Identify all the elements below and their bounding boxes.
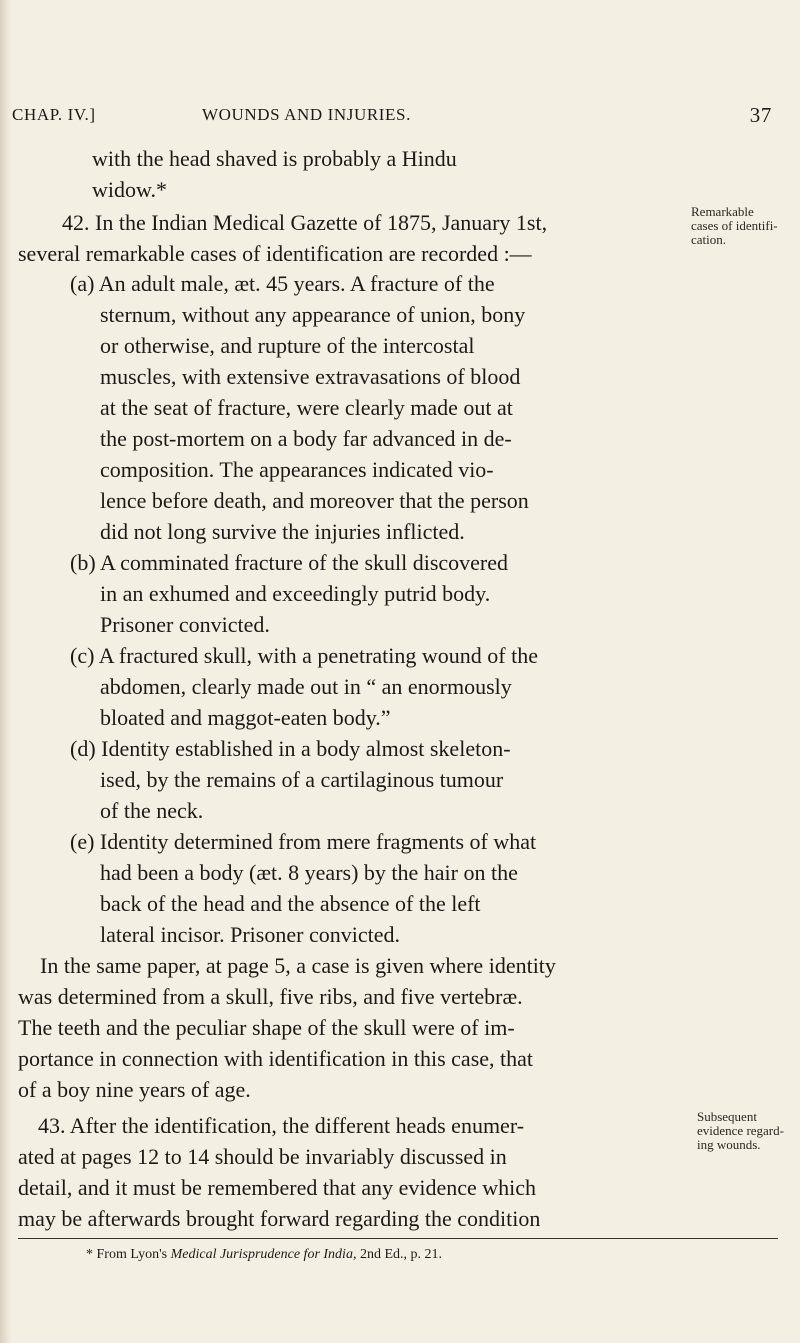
case-b-line-1: (b) A comminated fracture of the skull discovered	[70, 550, 509, 575]
intro-line-1: with the head shaved is probably a Hindu	[92, 146, 457, 171]
same-paper-line-1: In the same paper, at page 5, a case is given where identity	[40, 953, 556, 978]
margin-note-subsequent-line-1: Subsequent	[697, 1109, 757, 1124]
page-edge-shadow	[0, 0, 12, 1343]
paragraph-43-line-1: 43. After the identification, the different heads enumer-	[38, 1113, 525, 1138]
footnote-divider	[18, 1238, 778, 1239]
case-d-line-2: ised, by the remains of a cartilaginous tumour	[100, 767, 504, 792]
case-a-line-8: lence before death, and moreover that the person	[100, 488, 529, 513]
case-b-line-3: Prisoner convicted.	[100, 612, 270, 637]
margin-note-remarkable-line-3: cation.	[691, 232, 727, 247]
footnote-author: Lyon's	[130, 1247, 168, 1262]
case-a-line-4: muscles, with extensive extravasations of blood	[100, 364, 521, 389]
case-e-line-1: (e) Identity determined from mere fragments of what	[70, 829, 537, 854]
case-d-line-1: (d) Identity established in a body almost skeleton-	[70, 736, 511, 761]
margin-note-subsequent-line-2: evidence regard-	[697, 1123, 784, 1138]
running-title: WOUNDS AND INJURIES.	[202, 105, 411, 124]
footnote-details: , 2nd Ed., p. 21.	[352, 1247, 443, 1262]
case-c-line-1: (c) A fractured skull, with a penetrating wound of the	[70, 643, 538, 668]
paragraph-42-line-1: 42. In the Indian Medical Gazette of 1875, January 1st,	[62, 210, 548, 235]
case-e-line-4: lateral incisor. Prisoner convicted.	[100, 922, 400, 947]
case-a-line-9: did not long survive the injuries inflicted.	[100, 519, 465, 544]
page-number: 37	[749, 103, 772, 127]
margin-note-remarkable-line-1: Remarkable	[691, 204, 754, 219]
margin-note-subsequent-line-3: ing wounds.	[697, 1137, 761, 1152]
footnote	[86, 1246, 442, 1264]
case-a-line-5: at the seat of fracture, were clearly made out at	[100, 395, 513, 420]
paragraph-43-line-2: ated at pages 12 to 14 should be invariably discussed in	[18, 1144, 507, 1169]
case-a-line-2: sternum, without any appearance of union, bony	[100, 302, 526, 327]
case-b-line-2: in an exhumed and exceedingly putrid body.	[100, 581, 491, 606]
case-e-line-2: had been a body (æt. 8 years) by the hair on the	[100, 860, 518, 885]
case-a-line-1: (a) An adult male, æt. 45 years. A fracture of the	[70, 271, 495, 296]
case-a-line-6: the post-mortem on a body far advanced in de-	[100, 426, 512, 451]
same-paper-line-3: The teeth and the peculiar shape of the skull were of im-	[18, 1015, 515, 1040]
same-paper-line-4: portance in connection with identification in this case, that	[18, 1046, 534, 1071]
case-a-line-3: or otherwise, and rupture of the intercostal	[100, 333, 475, 358]
chapter-label: CHAP. IV.]	[12, 105, 96, 124]
case-c-line-3: bloated and maggot-eaten body.”	[100, 705, 391, 730]
paragraph-43-line-3: detail, and it must be remembered that any evidence which	[18, 1175, 537, 1200]
same-paper-line-2: was determined from a skull, five ribs, and five vertebræ.	[18, 984, 523, 1009]
paragraph-43-line-4: may be afterwards brought forward regarding the condition	[18, 1206, 541, 1231]
case-d-line-3: of the neck.	[100, 798, 204, 823]
intro-line-2: widow.*	[92, 177, 167, 202]
case-e-line-3: back of the head and the absence of the left	[100, 891, 481, 916]
paragraph-42-line-2: several remarkable cases of identification are recorded :—	[18, 241, 532, 266]
footnote-title: Medical Jurisprudence for India	[170, 1247, 353, 1262]
same-paper-line-5: of a boy nine years of age.	[18, 1077, 251, 1102]
case-c-line-2: abdomen, clearly made out in “ an enormously	[100, 674, 512, 699]
running-header	[12, 105, 780, 133]
case-a-line-7: composition. The appearances indicated vio-	[100, 457, 494, 482]
footnote-marker: * From	[86, 1247, 127, 1262]
margin-note-remarkable-line-2: cases of identifi-	[691, 218, 778, 233]
